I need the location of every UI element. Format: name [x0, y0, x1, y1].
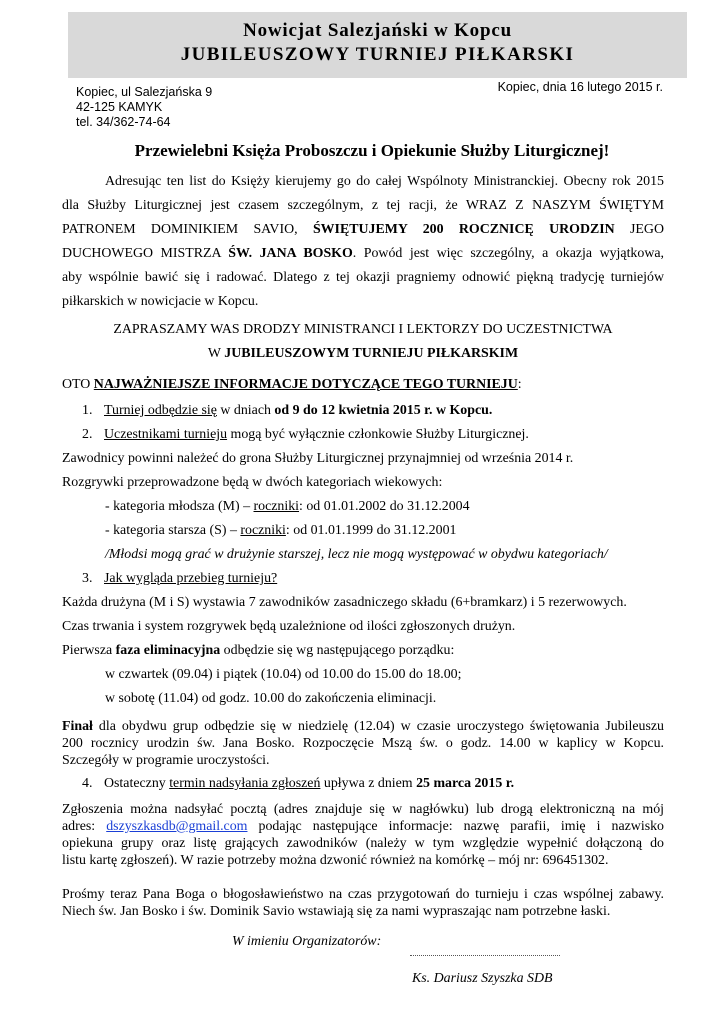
point-2 [62, 423, 664, 447]
intro-line-4a: DUCHOWEGO MISTRZA [62, 246, 221, 261]
apps-line-4: listu kartę zgłoszeń). W razie potrzeby można dzwonić również na komórkę – mój nr: 696451302. [62, 853, 609, 868]
team-line: Każda drużyna (M i S) wystawia 7 zawodników zasadniczego składu (6+bramkarz) i 5 rezerwowych. [62, 595, 627, 610]
elimination-bold: faza eliminacyjna [115, 643, 221, 658]
info-heading-bold: NAJWAŻNIEJSZE INFORMACJE DOTYCZĄCE TEGO TURNIEJU [93, 377, 518, 392]
point-3-num: 3. [82, 571, 93, 586]
email-link[interactable]: dszyszkasdb@gmail.com [106, 819, 248, 834]
apps-line-2 [62, 818, 664, 835]
intro-line-4b: ŚW. JANA BOSKO [228, 246, 353, 261]
category-m-pre: - kategoria młodsza (M) – [105, 499, 251, 514]
category-s-underlined: roczniki [240, 523, 286, 538]
point-4 [62, 772, 664, 796]
address-street: Kopiec, ul Salezjańska 9 [76, 85, 213, 99]
point-1-mid: w dniach [220, 403, 271, 418]
address-tel: tel. 34/362-74-64 [76, 115, 171, 129]
members-line: Zawodnicy powinni należeć do grona Służby Liturgicznej przynajmniej od września 2014 r. [62, 451, 574, 466]
point-1-num: 1. [82, 403, 93, 418]
applications-paragraph [62, 801, 664, 869]
address-city: 42-125 KAMYK [76, 100, 163, 114]
signature-line [410, 955, 560, 956]
intro-line-3c: JEGO [630, 222, 664, 237]
point-2-rest: mogą być wyłącznie członkowie Służby Liturgicznej. [230, 427, 529, 442]
final-line-3: Szczegóły w programie uroczystości. [62, 753, 270, 768]
apps-line-1: Zgłoszenia można nadsyłać pocztą (adres znajduje się w nagłówku) lub drogą elektroniczną na mój [62, 802, 664, 817]
point-2-underlined: Uczestnikami turnieju [104, 427, 228, 442]
category-m-underlined: roczniki [253, 499, 300, 514]
sender-address [76, 85, 212, 130]
intro-line-2: dla Służby Liturgicznej jest czasem szczególnym, z tej racji, że WRAZ Z NASZYM ŚWIĘTYM [62, 198, 664, 213]
intro-line-4 [62, 242, 664, 266]
intro-paragraph [62, 170, 664, 314]
apps-line-2a: adres: [62, 819, 96, 834]
category-s [62, 519, 664, 543]
point-3 [62, 567, 664, 591]
intro-line-4c: . Powód jest więc szczególny, a okazja wyjątkowa, [352, 246, 664, 261]
point-4-mid: upływa z dniem [323, 776, 413, 791]
point-4-num: 4. [82, 776, 93, 791]
point-2-num: 2. [82, 427, 93, 442]
points-1-2 [62, 399, 664, 711]
point-4-underlined: termin nadsyłania zgłoszeń [169, 776, 321, 791]
point-1 [62, 399, 664, 423]
signature-name: Ks. Dariusz Szyszka SDB [412, 971, 553, 986]
closing-paragraph [62, 886, 664, 920]
category-s-pre: - kategoria starsza (S) – [105, 523, 237, 538]
point-4-line [62, 772, 664, 796]
info-heading-post: : [517, 377, 522, 392]
info-heading [62, 373, 664, 397]
category-m-post: : od 01.01.2002 do 31.12.2004 [299, 499, 470, 514]
category-m [62, 495, 664, 519]
elimination-day-2: w sobotę (11.04) od godz. 10.00 do zakończenia eliminacji. [105, 691, 437, 706]
apps-line-3: opiekuna grupy oraz listę grających zawodników (należy w tym względzie wypełnić dołączoną do [62, 836, 664, 851]
salutation: Przewielebni Księża Proboszczu i Opiekunie Służby Liturgicznej! [134, 141, 610, 160]
final-paragraph [62, 718, 664, 769]
invite-line-1: ZAPRASZAMY WAS DRODZY MINISTRANCI I LEKTORZY DO UCZESTNICTWA [113, 322, 613, 337]
categories-line: Rozgrywki przeprowadzone będą w dwóch kategoriach wiekowych: [62, 475, 443, 490]
info-heading-pre: OTO [62, 377, 91, 392]
intro-line-3 [62, 218, 664, 242]
intro-line-5: aby wspólnie bawić się i radować. Dlatego z tej okazji pragniemy odnowić piękną tradycję turniejów [62, 270, 664, 285]
intro-line-3b: ŚWIĘTUJEMY 200 ROCZNICĘ URODZIN [312, 222, 615, 237]
invitation [62, 318, 664, 366]
category-s-post: : od 01.01.1999 do 31.12.2001 [285, 523, 457, 538]
closing-line-1: Prośmy teraz Pana Boga o błogosławieństwo na czas przygotowań do turnieju i czas wspólnej zabawy. [62, 887, 664, 902]
intro-line-1: Adresując ten list do Księży kierujemy go do całej Wspólnoty Ministranckiej. Obecny rok 2015 [105, 174, 664, 189]
final-bold: Finał [62, 719, 93, 734]
final-line-1 [62, 718, 664, 735]
point-1-bold: od 9 do 12 kwietnia 2015 r. w Kopcu. [274, 403, 493, 418]
apps-line-2b: podając następujące informacje: nazwę parafii, imię i nazwisko [258, 819, 664, 834]
category-note: /Młodsi mogą grać w drużynie starszej, lecz nie mogą występować w obydwu kategoriach/ [105, 547, 608, 562]
point-1-underlined: Turniej odbędzie się [104, 403, 217, 418]
header-line2: JUBILEUSZOWY TURNIEJ PIŁKARSKI [180, 44, 575, 65]
invite-line-2b: JUBILEUSZOWYM TURNIEJU PIŁKARSKIM [224, 346, 519, 361]
point-4-pre: Ostateczny [104, 776, 166, 791]
elimination-line [62, 639, 664, 663]
intro-line-6: piłkarskich w nowicjacie w Kopcu. [62, 294, 259, 309]
invite-line-2a: W [207, 346, 221, 361]
invite-line-2 [62, 342, 664, 366]
closing-line-2: Niech św. Jan Bosko i św. Dominik Savio wstawiają się za nami wypraszając nam potrzebne łaski. [62, 904, 611, 919]
point-3-underlined: Jak wygląda przebieg turnieju? [104, 571, 278, 586]
elimination-post: odbędzie się wg następującego porządku: [223, 643, 455, 658]
letter-date: Kopiec, dnia 16 lutego 2015 r. [497, 80, 663, 94]
final-line-2: 200 rocznicy urodzin św. Jana Bosko. Rozpoczęcie Mszą św. o godz. 14.00 w kaplicy w Kopcu. [62, 736, 664, 751]
final-line-1-text: dla obydwu grup odbędzie się w niedzielę (12.04) w czasie uroczystego świętowania Jubileuszu [98, 719, 664, 734]
intro-line-3a: PATRONEM DOMINIKIEM SAVIO, [62, 222, 298, 237]
time-line: Czas trwania i system rozgrywek będą uzależnione od ilości zgłoszonych drużyn. [62, 619, 516, 634]
point-4-bold: 25 marca 2015 r. [416, 776, 515, 791]
on-behalf: W imieniu Organizatorów: [232, 934, 382, 949]
header-line1: Nowicjat Salezjański w Kopcu [243, 20, 512, 41]
elimination-pre: Pierwsza [62, 643, 113, 658]
elimination-day-1: w czwartek (09.04) i piątek (10.04) od 10.00 do 15.00 do 18.00; [105, 667, 462, 682]
